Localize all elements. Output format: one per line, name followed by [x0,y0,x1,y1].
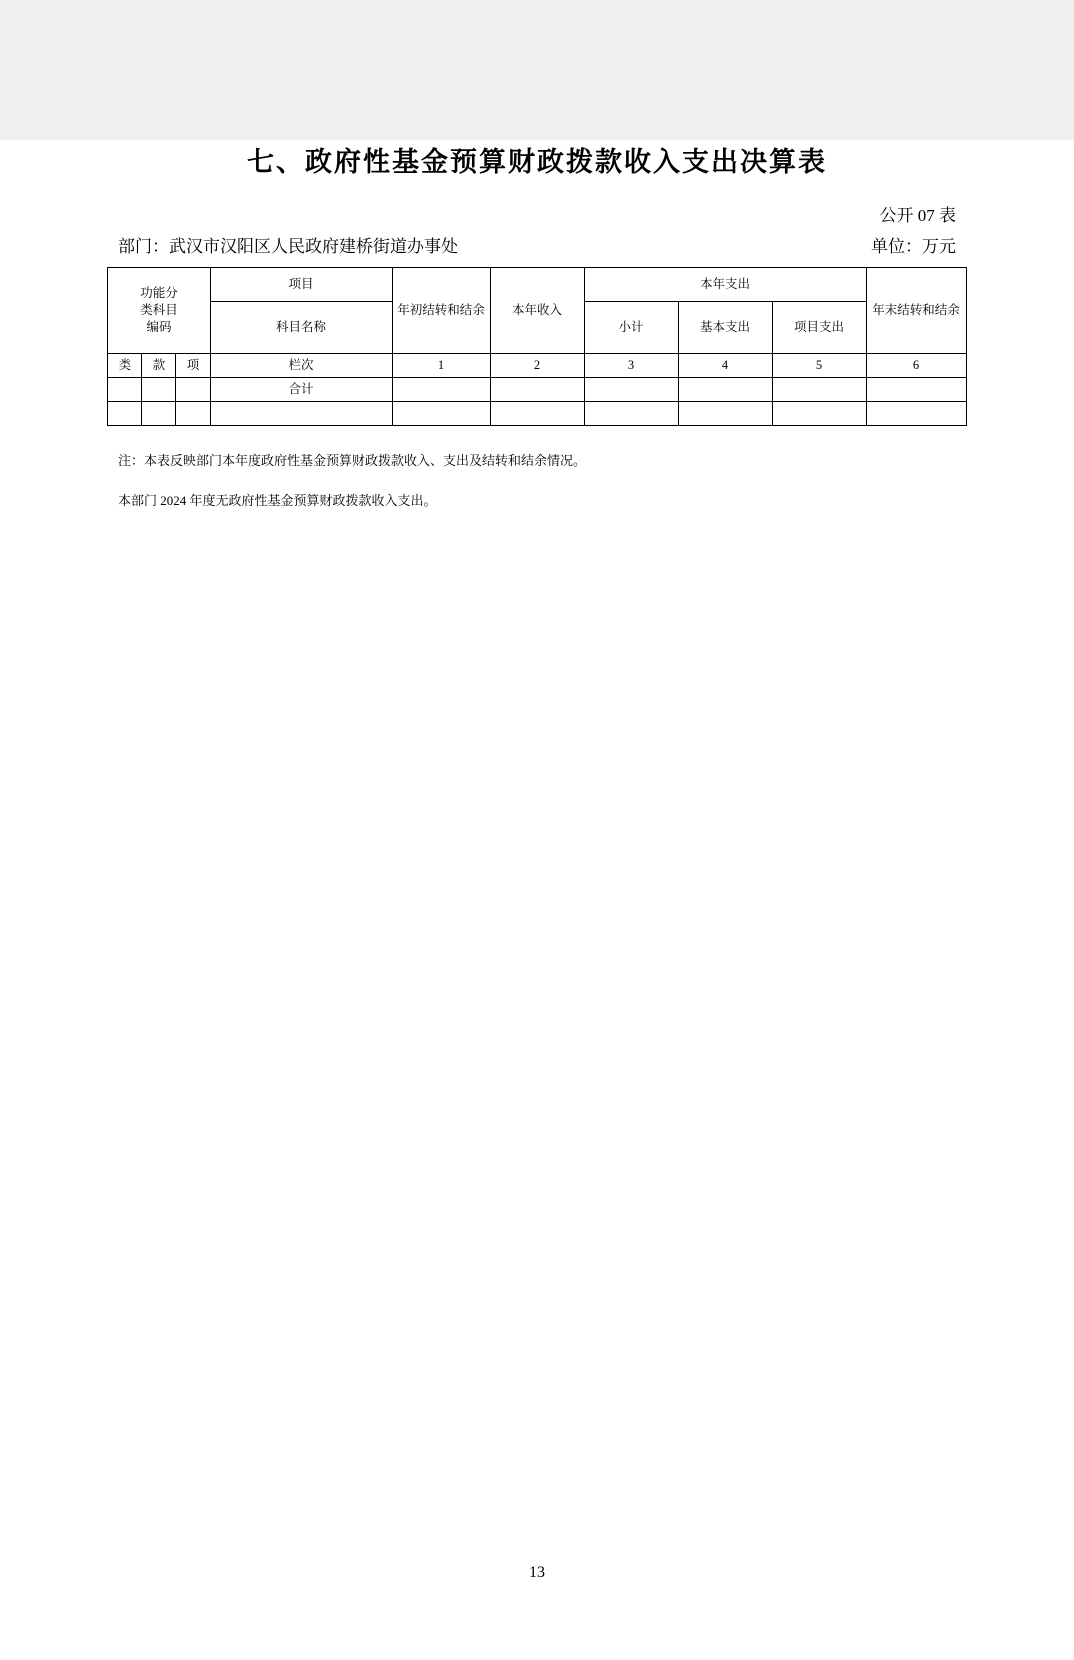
note-line-2: 本部门 2024 年度无政府性基金预算财政拨款收入支出。 [118,493,437,508]
empty-subject-cell [210,402,392,426]
header-begin-balance: 年初结转和结余 [392,268,490,354]
document-page [0,140,1074,1660]
empty-value-4 [678,402,772,426]
sheet-number: 公开 07 表 [879,206,956,225]
column-number-2: 2 [490,354,584,378]
total-row-label: 合计 [210,378,392,402]
note-line-1: 注：本表反映部门本年度政府性基金预算财政拨款收入、支出及结转和结余情况。 [118,453,587,468]
header-func-class-code-line1: 功能分 [140,286,178,301]
budget-table [107,267,966,426]
empty-value-3 [584,402,678,426]
department-label: 部门：武汉市汉阳区人民政府建桥街道办事处 [118,237,458,256]
total-value-6 [866,378,966,402]
notes-section [0,448,1074,514]
header-class-xiang: 项 [176,354,210,378]
total-value-2 [490,378,584,402]
total-xiang-cell [176,378,210,402]
header-class-lei: 类 [108,354,142,378]
header-func-class-code-line3: 编码 [146,319,172,334]
table-column-number-row [108,354,966,378]
total-value-4 [678,378,772,402]
total-value-1 [392,378,490,402]
empty-value-6 [866,402,966,426]
header-year-expense-group: 本年支出 [584,268,866,302]
column-number-5: 5 [772,354,866,378]
empty-xiang-cell [176,402,210,426]
header-basic-expense: 基本支出 [678,302,772,354]
header-end-balance: 年末结转和结余 [866,268,966,354]
table-header-row-1 [108,268,966,302]
empty-value-5 [772,402,866,426]
meta-row [0,232,1074,257]
page-title: 七、政府性基金预算财政拨款收入支出决算表 [247,147,827,177]
column-number-6: 6 [866,354,966,378]
header-project-group: 项目 [210,268,392,302]
empty-value-1 [392,402,490,426]
header-project-expense: 项目支出 [772,302,866,354]
total-kuan-cell [142,378,176,402]
header-class-kuan: 款 [142,354,176,378]
header-subtotal: 小计 [584,302,678,354]
total-value-5 [772,378,866,402]
empty-lei-cell [108,402,142,426]
table-total-row [108,378,966,402]
total-lei-cell [108,378,142,402]
empty-kuan-cell [142,402,176,426]
empty-value-2 [490,402,584,426]
header-func-class-code [108,268,210,354]
page-number: 13 [529,1564,545,1581]
column-number-1: 1 [392,354,490,378]
header-year-income: 本年收入 [490,268,584,354]
table-empty-row [108,402,966,426]
total-value-3 [584,378,678,402]
header-func-class-code-line2: 类科目 [140,303,178,318]
column-row-label: 栏次 [210,354,392,378]
header-subject-name: 科目名称 [210,302,392,354]
column-number-4: 4 [678,354,772,378]
unit-label: 单位：万元 [871,237,956,256]
column-number-3: 3 [584,354,678,378]
